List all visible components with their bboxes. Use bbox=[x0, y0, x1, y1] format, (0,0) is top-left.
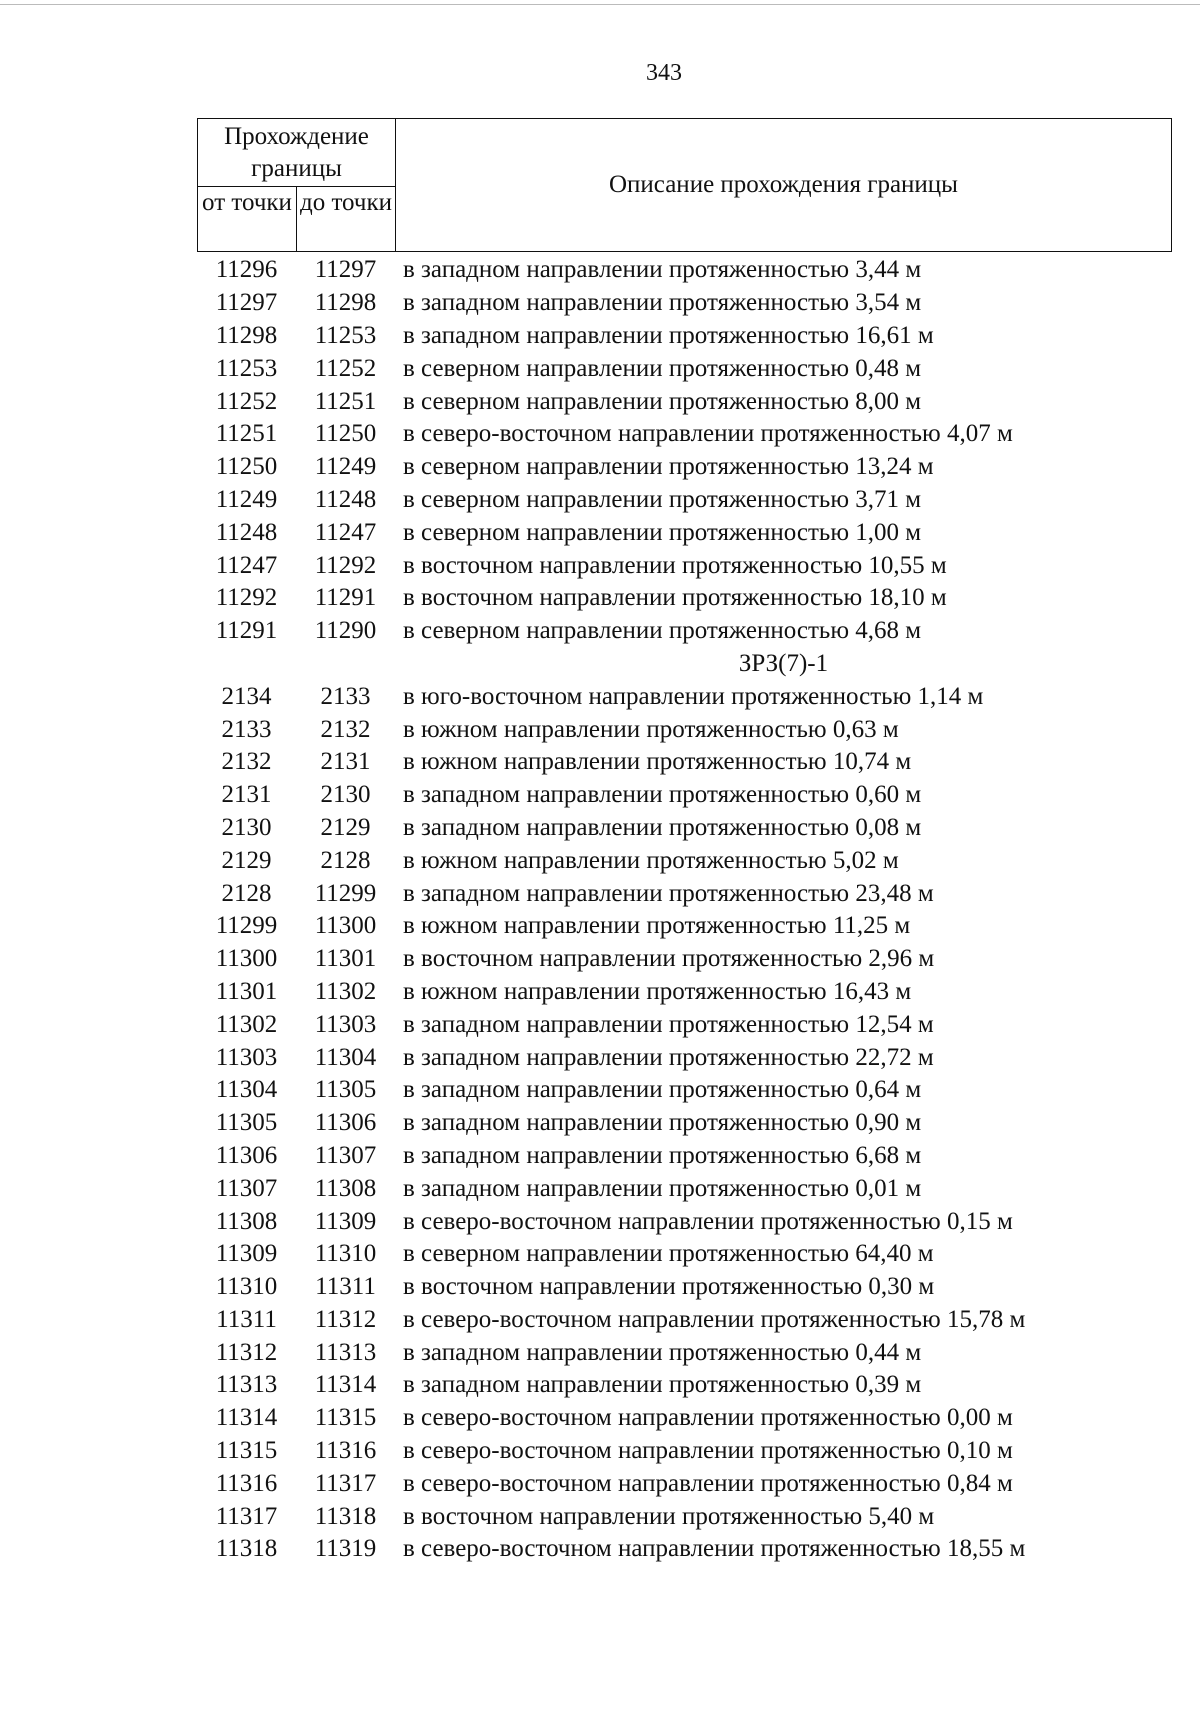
to-point-cell: 2131 bbox=[320, 748, 371, 776]
from-point-cell: 11315 bbox=[215, 1437, 278, 1465]
from-point-cell: 11252 bbox=[215, 387, 278, 415]
table-row bbox=[197, 582, 1172, 615]
table-row bbox=[197, 812, 1172, 845]
to-point-cell: 11248 bbox=[314, 485, 377, 513]
to-point-cell: 11319 bbox=[314, 1535, 377, 1563]
from-point-cell: 2128 bbox=[221, 879, 272, 907]
table-header bbox=[197, 118, 1172, 252]
to-point-cell: 11309 bbox=[314, 1207, 377, 1235]
description-cell: в южном направлении протяженностью 0,63 м bbox=[403, 715, 899, 743]
to-point-cell: 2129 bbox=[320, 813, 371, 841]
to-point-cell: 11251 bbox=[314, 387, 377, 415]
from-point-cell: 11309 bbox=[215, 1240, 278, 1268]
from-point-cell: 2129 bbox=[221, 846, 272, 874]
from-point-cell: 11296 bbox=[215, 256, 278, 284]
table-row bbox=[197, 1205, 1172, 1238]
description-cell: в западном направлении протяженностью 0,44 м bbox=[403, 1338, 922, 1366]
description-cell: в юго-восточном направлении протяженностью 1,14 м bbox=[403, 682, 984, 710]
description-cell: в северном направлении протяженностью 64,40 м bbox=[403, 1240, 934, 1268]
from-point-cell: 2130 bbox=[221, 813, 272, 841]
to-point-cell: 11310 bbox=[314, 1240, 377, 1268]
description-cell: в восточном направлении протяженностью 18,10 м bbox=[403, 584, 947, 612]
to-point-cell: 11303 bbox=[314, 1010, 377, 1038]
description-cell: в северном направлении протяженностью 4,68 м bbox=[403, 617, 922, 645]
description-cell: в северо-восточном направлении протяженностью 0,10 м bbox=[403, 1437, 1013, 1465]
to-point-cell: 11247 bbox=[314, 518, 377, 546]
from-point-cell: 11307 bbox=[215, 1174, 278, 1202]
description-cell: в северо-восточном направлении протяженностью 0,15 м bbox=[403, 1207, 1013, 1235]
from-point-cell: 11310 bbox=[215, 1273, 278, 1301]
from-point-cell: 2134 bbox=[221, 682, 272, 710]
from-point-cell: 11249 bbox=[215, 485, 278, 513]
description-cell: в восточном направлении протяженностью 2,96 м bbox=[403, 945, 935, 973]
to-point-cell: 11306 bbox=[314, 1109, 377, 1137]
to-point-cell: 11291 bbox=[314, 584, 377, 612]
table-row bbox=[197, 615, 1172, 648]
description-cell: в восточном направлении протяженностью 5,40 м bbox=[403, 1502, 935, 1530]
from-point-cell: 11311 bbox=[216, 1305, 277, 1333]
description-cell: в северо-восточном направлении протяженностью 4,07 м bbox=[403, 420, 1013, 448]
table-row bbox=[197, 287, 1172, 320]
table-row bbox=[197, 746, 1172, 779]
from-point-cell: 11314 bbox=[215, 1404, 278, 1432]
to-point-cell: 11300 bbox=[314, 912, 377, 940]
description-cell: в южном направлении протяженностью 10,74 м bbox=[403, 748, 912, 776]
to-point-cell: 2132 bbox=[320, 715, 371, 743]
from-point-cell: 2133 bbox=[221, 715, 272, 743]
table-row bbox=[197, 484, 1172, 517]
to-point-cell: 2133 bbox=[320, 682, 371, 710]
table-row bbox=[197, 877, 1172, 910]
table-row bbox=[197, 976, 1172, 1009]
description-cell: в западном направлении протяженностью 12,54 м bbox=[403, 1010, 934, 1038]
to-point-cell: 11253 bbox=[314, 321, 377, 349]
table-row bbox=[197, 1304, 1172, 1337]
table-row bbox=[197, 713, 1172, 746]
to-point-cell: 11292 bbox=[314, 551, 377, 579]
to-point-cell: 11304 bbox=[314, 1043, 377, 1071]
from-point-cell: 11250 bbox=[215, 453, 278, 481]
description-cell: в западном направлении протяженностью 0,01 м bbox=[403, 1174, 922, 1202]
table-row bbox=[197, 352, 1172, 385]
from-point-cell: 11316 bbox=[215, 1469, 278, 1497]
from-point-cell: 11303 bbox=[215, 1043, 278, 1071]
description-cell: в северо-восточном направлении протяженностью 18,55 м bbox=[403, 1535, 1026, 1563]
from-point-cell: 11312 bbox=[215, 1338, 278, 1366]
from-point-cell: 11313 bbox=[215, 1371, 278, 1399]
to-point-cell: 11299 bbox=[314, 879, 377, 907]
table-row bbox=[197, 254, 1172, 287]
description-cell: в западном направлении протяженностью 6,68 м bbox=[403, 1141, 922, 1169]
from-point-cell: 11291 bbox=[215, 617, 278, 645]
description-cell: в южном направлении протяженностью 16,43 м bbox=[403, 977, 912, 1005]
table-row bbox=[197, 1336, 1172, 1369]
table-row bbox=[197, 1369, 1172, 1402]
description-cell: в северном направлении протяженностью 1,00 м bbox=[403, 518, 922, 546]
description-cell: в северном направлении протяженностью 8,00 м bbox=[403, 387, 922, 415]
to-point-cell: 11307 bbox=[314, 1141, 377, 1169]
to-point-cell: 11249 bbox=[314, 453, 377, 481]
to-point-cell: 11313 bbox=[314, 1338, 377, 1366]
from-point-cell: 11300 bbox=[215, 945, 278, 973]
description-cell: в северо-восточном направлении протяженностью 0,00 м bbox=[403, 1404, 1013, 1432]
scan-edge-line bbox=[0, 4, 1200, 5]
to-point-cell: 2130 bbox=[320, 781, 371, 809]
description-cell: в западном направлении протяженностью 0,39 м bbox=[403, 1371, 922, 1399]
header-to-point: до точки bbox=[297, 187, 396, 251]
from-point-cell: 11248 bbox=[215, 518, 278, 546]
description-cell: в восточном направлении протяженностью 10,55 м bbox=[403, 551, 947, 579]
section-title: ЗРЗ(7)-1 bbox=[738, 649, 829, 677]
description-cell: в западном направлении протяженностью 3,44 м bbox=[403, 256, 922, 284]
table-row bbox=[197, 1533, 1172, 1566]
to-point-cell: 11308 bbox=[314, 1174, 377, 1202]
to-point-cell: 11314 bbox=[314, 1371, 377, 1399]
description-cell: в восточном направлении протяженностью 0,30 м bbox=[403, 1273, 935, 1301]
from-point-cell: 11253 bbox=[215, 354, 278, 382]
to-point-cell: 11318 bbox=[314, 1502, 377, 1530]
table-row bbox=[197, 1172, 1172, 1205]
from-point-cell: 11292 bbox=[215, 584, 278, 612]
to-point-cell: 11305 bbox=[314, 1076, 377, 1104]
header-description: Описание прохождения границы bbox=[609, 171, 958, 198]
table-row bbox=[197, 1435, 1172, 1468]
table-row bbox=[197, 1041, 1172, 1074]
table-row bbox=[197, 1238, 1172, 1271]
table-body bbox=[197, 254, 1172, 1566]
description-cell: в западном направлении протяженностью 0,90 м bbox=[403, 1109, 922, 1137]
table-row bbox=[197, 549, 1172, 582]
table-row bbox=[197, 1402, 1172, 1435]
description-cell: в северо-восточном направлении протяженностью 15,78 м bbox=[403, 1305, 1026, 1333]
table-row bbox=[197, 1140, 1172, 1173]
from-point-cell: 2131 bbox=[221, 781, 272, 809]
description-cell: в западном направлении протяженностью 16,61 м bbox=[403, 321, 934, 349]
description-cell: в западном направлении протяженностью 0,60 м bbox=[403, 781, 922, 809]
to-point-cell: 11290 bbox=[314, 617, 377, 645]
description-cell: в южном направлении протяженностью 11,25 м bbox=[403, 912, 911, 940]
description-cell: в западном направлении протяженностью 22,72 м bbox=[403, 1043, 934, 1071]
to-point-cell: 11316 bbox=[314, 1437, 377, 1465]
table-row bbox=[197, 910, 1172, 943]
description-cell: в западном направлении протяженностью 0,08 м bbox=[403, 813, 922, 841]
table-row bbox=[197, 943, 1172, 976]
table-row bbox=[197, 1008, 1172, 1041]
to-point-cell: 2128 bbox=[320, 846, 371, 874]
page-number: 343 bbox=[646, 60, 682, 86]
from-point-cell: 2132 bbox=[221, 748, 272, 776]
from-point-cell: 11317 bbox=[215, 1502, 278, 1530]
table-row bbox=[197, 1074, 1172, 1107]
from-point-cell: 11302 bbox=[215, 1010, 278, 1038]
table-row bbox=[197, 516, 1172, 549]
from-point-cell: 11318 bbox=[215, 1535, 278, 1563]
from-point-cell: 11305 bbox=[215, 1109, 278, 1137]
description-cell: в западном направлении протяженностью 3,54 м bbox=[403, 289, 922, 317]
to-point-cell: 11317 bbox=[314, 1469, 377, 1497]
description-cell: в западном направлении протяженностью 0,64 м bbox=[403, 1076, 922, 1104]
table-row bbox=[197, 385, 1172, 418]
description-cell: в северном направлении протяженностью 13,24 м bbox=[403, 453, 934, 481]
to-point-cell: 11311 bbox=[315, 1273, 376, 1301]
description-cell: в западном направлении протяженностью 23,48 м bbox=[403, 879, 934, 907]
description-cell: в северо-восточном направлении протяженностью 0,84 м bbox=[403, 1469, 1013, 1497]
header-boundary-passage: Прохождение границы bbox=[198, 119, 396, 187]
table-row bbox=[197, 451, 1172, 484]
from-point-cell: 11304 bbox=[215, 1076, 278, 1104]
table-row bbox=[197, 844, 1172, 877]
table-row bbox=[197, 1500, 1172, 1533]
from-point-cell: 11247 bbox=[215, 551, 278, 579]
from-point-cell: 11306 bbox=[215, 1141, 278, 1169]
table-row bbox=[197, 1467, 1172, 1500]
description-cell: в северном направлении протяженностью 3,71 м bbox=[403, 485, 922, 513]
to-point-cell: 11252 bbox=[314, 354, 377, 382]
from-point-cell: 11301 bbox=[215, 977, 278, 1005]
table-row bbox=[197, 779, 1172, 812]
to-point-cell: 11315 bbox=[314, 1404, 377, 1432]
description-cell: в южном направлении протяженностью 5,02 м bbox=[403, 846, 899, 874]
header-from-point: от точки bbox=[198, 187, 297, 251]
table-row bbox=[197, 1107, 1172, 1140]
to-point-cell: 11302 bbox=[314, 977, 377, 1005]
from-point-cell: 11297 bbox=[215, 289, 278, 317]
to-point-cell: 11301 bbox=[314, 945, 377, 973]
to-point-cell: 11250 bbox=[314, 420, 377, 448]
to-point-cell: 11312 bbox=[314, 1305, 377, 1333]
to-point-cell: 11298 bbox=[314, 289, 377, 317]
to-point-cell: 11297 bbox=[314, 256, 377, 284]
description-cell: в северном направлении протяженностью 0,48 м bbox=[403, 354, 922, 382]
from-point-cell: 11299 bbox=[215, 912, 278, 940]
table-row bbox=[197, 1271, 1172, 1304]
from-point-cell: 11298 bbox=[215, 321, 278, 349]
table-row bbox=[197, 320, 1172, 353]
from-point-cell: 11251 bbox=[215, 420, 278, 448]
table-row bbox=[197, 418, 1172, 451]
from-point-cell: 11308 bbox=[215, 1207, 278, 1235]
table-row bbox=[197, 680, 1172, 713]
